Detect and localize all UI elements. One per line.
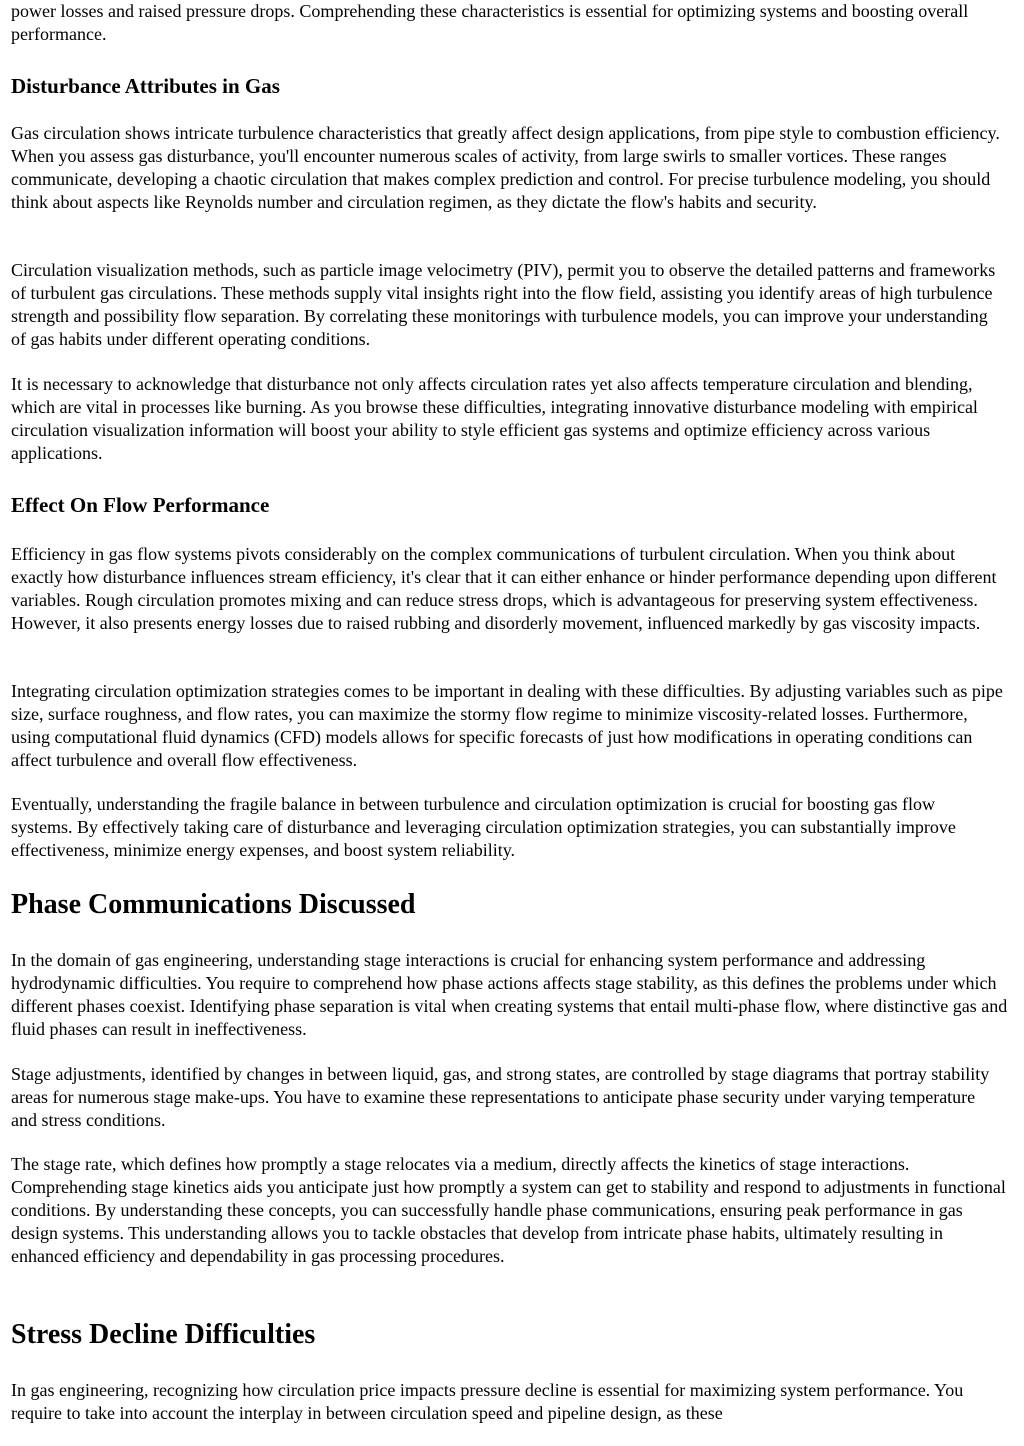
paragraph-disturbance-2: Circulation visualization methods, such as particle image velocimetry (PIV), permit you to observe the detailed patterns and frameworks of turbulent gas circulations. These methods supply vital insights right into the flow field, assisting you identify areas of high turbulence strength and possibility flow separation. By correlating these monitorings with turbulence models, you can improve your understanding of gas habits under different operating conditions. <box>11 260 996 349</box>
section-heading-disturbance: Disturbance Attributes in Gas <box>11 74 280 98</box>
intro-paragraph-tail: power losses and raised pressure drops. Comprehending these characteristics is essential for optimizing systems and boosting overall performance. <box>11 1 969 44</box>
paragraph-effect-3: Eventually, understanding the fragile balance in between turbulence and circulation optimization is crucial for boosting gas flow systems. By effectively taking care of disturbance and leveraging circulation optimization strategies, you can substantially improve effectiveness, minimize energy expenses, and boost system reliability. <box>11 794 956 860</box>
paragraph-effect-2: Integrating circulation optimization strategies comes to be important in dealing with these difficulties. By adjusting variables such as pipe size, surface roughness, and flow rates, you can maximize the stormy flow regime to minimize viscosity-related losses. Furthermore, using computational fluid dynamics (CFD) models allows for specific forecasts of just how modifications in operating conditions can affect turbulence and overall flow effectiveness. <box>11 681 1003 770</box>
paragraph-stress-1: In gas engineering, recognizing how circulation price impacts pressure decline is essential for maximizing system performance. You require to take into account the interplay in between circulation speed and pipeline design, as these <box>11 1380 964 1423</box>
section-heading-phase: Phase Communications Discussed <box>11 889 416 920</box>
section-heading-effect: Effect On Flow Performance <box>11 493 270 517</box>
paragraph-disturbance-1: Gas circulation shows intricate turbulence characteristics that greatly affect design applications, from pipe style to combustion efficiency. When you assess gas disturbance, you'll encounter numerous scales of activity, from large swirls to smaller vortices. These ranges communicate, developing a chaotic circulation that makes complex prediction and control. For precise turbulence modeling, you should think about aspects like Reynolds number and circulation regimen, as they dictate the flow's habits and security. <box>11 123 1000 212</box>
paragraph-phase-1: In the domain of gas engineering, understanding stage interactions is crucial for enhancing system performance and addressing hydrodynamic difficulties. You require to comprehend how phase actions affects stage stability, as this defines the problems under which different phases coexist. Identifying phase separation is vital when creating systems that entail multi-phase flow, where distinctive gas and fluid phases can result in ineffectiveness. <box>11 950 1008 1039</box>
paragraph-disturbance-3: It is necessary to acknowledge that disturbance not only affects circulation rates yet also affects temperature circulation and blending, which are vital in processes like burning. As you browse these difficulties, integrating innovative disturbance modeling with empirical circulation visualization information will boost your ability to style efficient gas systems and optimize efficiency across various applications. <box>11 374 978 463</box>
paragraph-phase-2: Stage adjustments, identified by changes in between liquid, gas, and strong states, are controlled by stage diagrams that portray stability areas for numerous stage make-ups. You have to examine these representations to anticipate phase security under varying temperature and stress conditions. <box>11 1064 990 1130</box>
paragraph-effect-1: Efficiency in gas flow systems pivots considerably on the complex communications of turbulent circulation. When you think about exactly how disturbance influences stream efficiency, it's clear that it can either enhance or hinder performance depending upon different variables. Rough circulation promotes mixing and can reduce stress drops, which is advantageous for preserving system effectiveness. However, it also presents energy losses due to raised rubbing and disorderly movement, influenced markedly by gas viscosity impacts. <box>11 544 997 633</box>
paragraph-phase-3: The stage rate, which defines how promptly a stage relocates via a medium, directly affects the kinetics of stage interactions. Comprehending stage kinetics aids you anticipate just how promptly a system can get to stability and respond to adjustments in functional conditions. By understanding these concepts, you can successfully handle phase communications, ensuring peak performance in gas design systems. This understanding allows you to tackle obstacles that develop from intricate phase habits, ultimately resulting in enhanced efficiency and dependability in gas processing procedures. <box>11 1154 1006 1266</box>
section-heading-stress: Stress Decline Difficulties <box>11 1319 316 1350</box>
